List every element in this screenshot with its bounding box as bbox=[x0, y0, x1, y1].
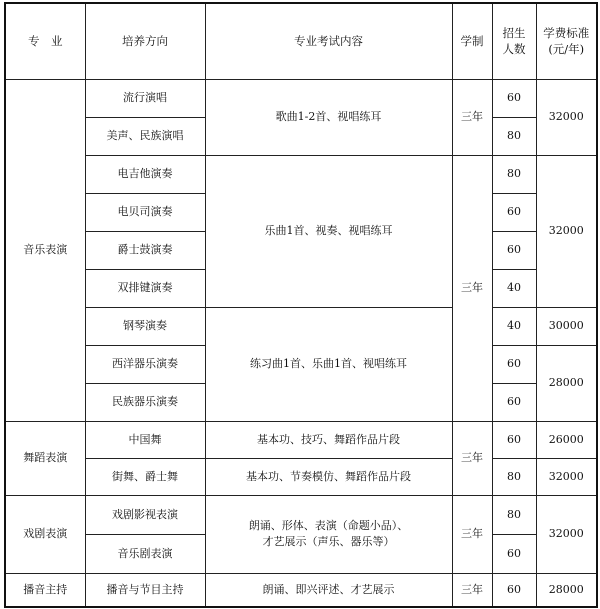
exam-chinese-dance: 基本功、技巧、舞蹈作品片段 bbox=[205, 421, 452, 458]
enroll-musical: 60 bbox=[492, 534, 536, 573]
enroll-bel-canto: 80 bbox=[492, 117, 536, 155]
header-direction: 培养方向 bbox=[85, 3, 205, 79]
exam-drama-line1: 朗诵、形体、表演（命题小品）、 bbox=[248, 519, 409, 533]
direction-piano: 钢琴演奏 bbox=[85, 307, 205, 345]
fee-broadcast: 28000 bbox=[536, 573, 597, 607]
enroll-street-dance: 80 bbox=[492, 458, 536, 495]
table-row bbox=[5, 458, 597, 495]
enroll-hosting: 60 bbox=[492, 573, 536, 607]
header-major: 专 业 bbox=[5, 3, 85, 79]
fee-vocal: 32000 bbox=[536, 79, 597, 155]
table-row bbox=[5, 421, 597, 458]
direction-street-dance: 街舞、爵士舞 bbox=[85, 458, 205, 495]
fee-piano: 30000 bbox=[536, 307, 597, 345]
direction-chinese-dance: 中国舞 bbox=[85, 421, 205, 458]
direction-western-instruments: 西洋器乐演奏 bbox=[85, 345, 205, 383]
years-vocal: 三年 bbox=[452, 79, 492, 155]
years-drama: 三年 bbox=[452, 495, 492, 573]
direction-electric-guitar: 电吉他演奏 bbox=[85, 155, 205, 193]
exam-instrument: 练习曲1首、乐曲1首、视唱练耳 bbox=[205, 307, 452, 421]
enroll-film-acting: 80 bbox=[492, 495, 536, 534]
admissions-table bbox=[4, 2, 598, 608]
enroll-chinese-dance: 60 bbox=[492, 421, 536, 458]
table-row bbox=[5, 307, 597, 345]
exam-hosting: 朗诵、即兴评述、才艺展示 bbox=[205, 573, 452, 607]
exam-singing: 歌曲1-2首、视唱练耳 bbox=[205, 79, 452, 155]
exam-drama bbox=[205, 495, 452, 573]
table-row bbox=[5, 573, 597, 607]
table-row bbox=[5, 79, 597, 117]
direction-bel-canto: 美声、民族演唱 bbox=[85, 117, 205, 155]
major-music: 音乐表演 bbox=[5, 79, 85, 421]
header-fee-line1: 学费标准 bbox=[543, 25, 590, 40]
fee-drama: 32000 bbox=[536, 495, 597, 573]
header-enrollment-line1: 招生 bbox=[502, 25, 526, 40]
years-instrumental: 三年 bbox=[452, 155, 492, 421]
header-fee bbox=[536, 3, 597, 79]
enroll-western-instruments: 60 bbox=[492, 345, 536, 383]
years-dance: 三年 bbox=[452, 421, 492, 495]
direction-keyboard: 双排键演奏 bbox=[85, 269, 205, 307]
header-exam: 专业考试内容 bbox=[205, 3, 452, 79]
exam-band: 乐曲1首、视奏、视唱练耳 bbox=[205, 155, 452, 307]
enroll-keyboard: 40 bbox=[492, 269, 536, 307]
table-row bbox=[5, 495, 597, 534]
direction-chinese-instruments: 民族器乐演奏 bbox=[85, 383, 205, 421]
direction-electric-bass: 电贝司演奏 bbox=[85, 193, 205, 231]
fee-band: 32000 bbox=[536, 155, 597, 307]
fee-street-dance: 32000 bbox=[536, 458, 597, 495]
fee-orchestral: 28000 bbox=[536, 345, 597, 421]
years-broadcast: 三年 bbox=[452, 573, 492, 607]
enroll-chinese-instruments: 60 bbox=[492, 383, 536, 421]
header-fee-line2: (元/年) bbox=[548, 42, 585, 57]
exam-drama-line2: 才艺展示（声乐、器乐等） bbox=[262, 535, 395, 548]
direction-musical: 音乐剧表演 bbox=[85, 534, 205, 573]
enroll-electric-bass: 60 bbox=[492, 193, 536, 231]
enroll-jazz-drum: 60 bbox=[492, 231, 536, 269]
fee-chinese-dance: 26000 bbox=[536, 421, 597, 458]
direction-film-acting: 戏剧影视表演 bbox=[85, 495, 205, 534]
enroll-pop-singing: 60 bbox=[492, 79, 536, 117]
direction-hosting: 播音与节目主持 bbox=[85, 573, 205, 607]
header-enrollment bbox=[492, 3, 536, 79]
direction-jazz-drum: 爵士鼓演奏 bbox=[85, 231, 205, 269]
major-broadcast: 播音主持 bbox=[5, 573, 85, 607]
exam-street-dance: 基本功、节奏模仿、舞蹈作品片段 bbox=[205, 458, 452, 495]
direction-pop-singing: 流行演唱 bbox=[85, 79, 205, 117]
major-dance: 舞蹈表演 bbox=[5, 421, 85, 495]
header-row bbox=[5, 3, 597, 79]
table-row bbox=[5, 155, 597, 193]
enroll-piano: 40 bbox=[492, 307, 536, 345]
enroll-electric-guitar: 80 bbox=[492, 155, 536, 193]
header-years: 学制 bbox=[452, 3, 492, 79]
major-drama: 戏剧表演 bbox=[5, 495, 85, 573]
header-enrollment-line2: 人数 bbox=[502, 42, 526, 57]
